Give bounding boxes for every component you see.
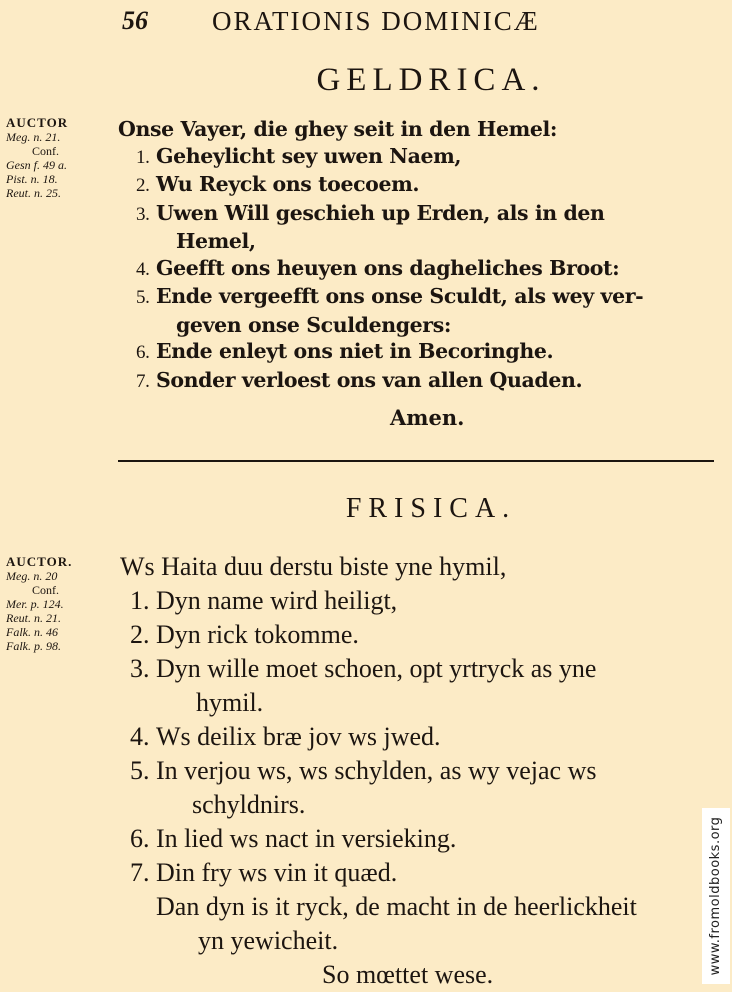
line-text: In lied ws nact in versieking. xyxy=(156,824,457,853)
prayer-line xyxy=(118,200,643,229)
prayer-line xyxy=(120,584,637,618)
sidenote-auctor: AUCTOR. xyxy=(6,554,73,569)
line-text: Geheylicht sey uwen Naem, xyxy=(156,143,462,168)
line-text: So mœttet wese. xyxy=(322,960,494,989)
sidenote-ref: Falk. p. 98. xyxy=(6,639,61,653)
line-number: 3. xyxy=(130,654,150,683)
line-text: Onse Vayer, die ghey seit in den Hemel: xyxy=(118,117,558,141)
section-title-geldrica: GELDRICA. xyxy=(316,62,546,98)
line-number: 2. xyxy=(130,620,150,649)
line-text: Dan dyn is it ryck, de macht in de heerlickheit xyxy=(156,892,637,921)
line-number: 1. xyxy=(136,146,150,168)
line-text: Uwen Will geschieh up Erden, als in den xyxy=(156,200,605,225)
section-title-frisica: FRISICA. xyxy=(345,493,517,524)
prayer-line xyxy=(118,143,643,172)
sidenote-ref: Meg. n. 21. xyxy=(6,130,61,144)
line-text: Ende vergeefft ons onse Sculdt, als wey ver- xyxy=(156,284,644,308)
prayer-line-continuation xyxy=(118,312,643,339)
geldrica-prayer-text xyxy=(118,116,643,395)
line-text: schyldnirs. xyxy=(192,790,306,819)
frisica-prayer-text xyxy=(120,550,637,992)
sidenote-ref: Meg. n. 20 xyxy=(6,569,58,583)
prayer-line xyxy=(120,822,637,856)
line-text: Dyn name wird heiligt, xyxy=(156,586,398,615)
sidenote-ref: Pist. n. 18. xyxy=(6,172,58,186)
running-head: ORATIONIS DOMINICÆ xyxy=(212,6,540,36)
prayer-line-continuation xyxy=(118,228,643,255)
prayer-line xyxy=(120,856,637,890)
line-text: Dyn rick tokomme. xyxy=(156,620,359,649)
line-number: 7. xyxy=(136,370,150,392)
prayer-line xyxy=(118,283,643,312)
sidenote-conf: Conf. xyxy=(32,583,59,597)
line-text: In verjou ws, ws schylden, as wy vejac ws xyxy=(156,756,597,785)
closing-line xyxy=(120,958,637,992)
prayer-line xyxy=(120,618,637,652)
prayer-line-continuation xyxy=(120,686,637,720)
prayer-line xyxy=(120,754,637,788)
line-text: geven onse Sculdengers: xyxy=(176,312,452,337)
doxology-line xyxy=(120,924,637,958)
sidenote-ref: Mer. p. 124. xyxy=(6,597,64,611)
line-number: 6. xyxy=(136,342,150,363)
sidenote-ref: Reut. n. 25. xyxy=(6,186,61,200)
doxology-line xyxy=(120,890,637,924)
line-number: 1. xyxy=(130,586,150,615)
line-number: 2. xyxy=(136,175,150,196)
line-text: Din fry ws vin it quæd. xyxy=(156,858,398,887)
sidenote-frisica xyxy=(6,555,116,653)
line-number: 6. xyxy=(130,824,150,853)
prayer-line xyxy=(120,652,637,686)
line-text: Sonder verloest ons van allen Quaden. xyxy=(156,367,583,392)
prayer-line-continuation xyxy=(120,788,637,822)
section-divider xyxy=(118,460,714,462)
sidenote-ref: Reut. n. 21. xyxy=(6,611,61,625)
line-number: 5. xyxy=(130,756,150,785)
line-text: Wu Reyck ons toecoem. xyxy=(156,172,420,196)
line-text: yn yewicheit. xyxy=(198,926,339,955)
line-text: Ws Haita duu derstu biste yne hymil, xyxy=(120,552,507,581)
line-text: Ende enleyt ons niet in Becoringhe. xyxy=(156,339,554,363)
page-number: 56 xyxy=(122,6,148,35)
sidenote-geldrica xyxy=(6,116,116,200)
prayer-line xyxy=(118,171,643,200)
line-number: 4. xyxy=(136,258,150,280)
line-number: 7. xyxy=(130,858,150,887)
line-text: hymil. xyxy=(196,688,264,717)
sidenote-conf: Conf. xyxy=(32,144,59,158)
line-number: 4. xyxy=(130,722,150,751)
line-number: 3. xyxy=(136,203,150,225)
line-text: Geefft ons heuyen ons dagheliches Broot: xyxy=(156,255,620,280)
sidenote-ref: Falk. n. 46 xyxy=(6,625,58,639)
line-number: 5. xyxy=(136,287,150,308)
sidenote-auctor: AUCTOR xyxy=(6,115,69,130)
prayer-line xyxy=(120,720,637,754)
prayer-line xyxy=(118,116,643,143)
watermark: www.fromoldbooks.org xyxy=(702,808,730,984)
prayer-line xyxy=(120,550,637,584)
line-text: Hemel, xyxy=(176,229,256,253)
prayer-line xyxy=(118,338,643,367)
line-text: Dyn wille moet schoen, opt yrtryck as yne xyxy=(156,654,597,683)
line-text: Ws deilix bræ jov ws jwed. xyxy=(156,722,441,751)
prayer-line xyxy=(118,255,643,284)
prayer-line xyxy=(118,367,643,396)
amen-closing: Amen. xyxy=(390,405,465,430)
sidenote-ref: Gesn f. 49 a. xyxy=(6,158,67,172)
